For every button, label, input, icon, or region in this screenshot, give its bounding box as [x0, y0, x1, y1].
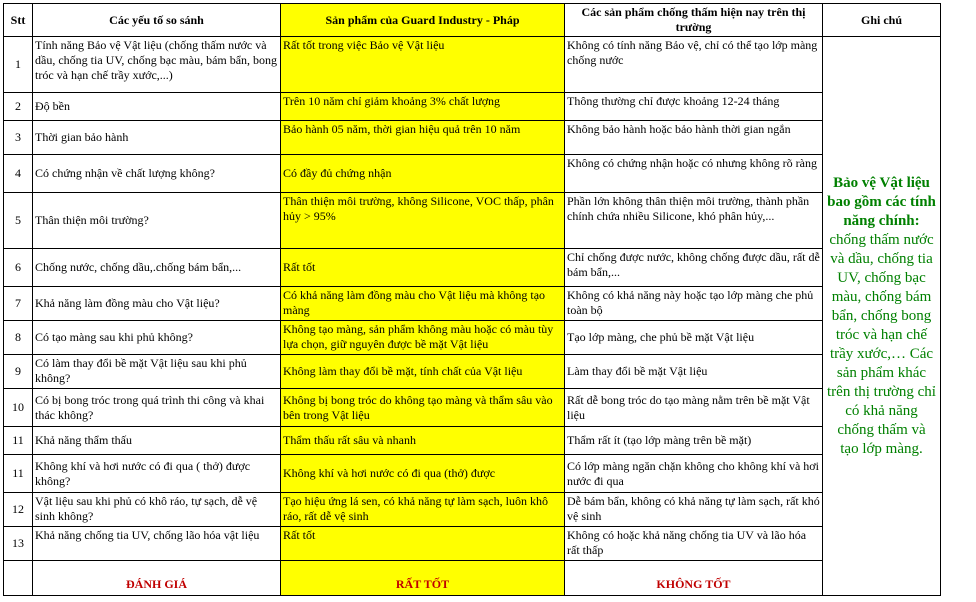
row-criteria: Tính năng Bảo vệ Vật liệu (chống thấm nước và dầu, chống tia UV, chống bạc màu, bám bẩn, bong tróc và hạn chế trầy xước,...) — [33, 37, 281, 93]
table-row — [4, 455, 941, 493]
row-stt: 9 — [4, 355, 33, 389]
footer-row — [4, 561, 941, 596]
row-criteria: Khả năng làm đồng màu cho Vật liệu? — [33, 287, 281, 321]
row-guard: Rất tốt — [281, 527, 565, 561]
footer-market: KHÔNG TỐT — [565, 561, 823, 596]
row-criteria: Có làm thay đổi bề mặt Vật liệu sau khi phủ không? — [33, 355, 281, 389]
row-market: Phần lớn không thân thiện môi trường, thành phần chính chứa nhiều Silicone, khó phân hủy,... — [565, 193, 823, 249]
row-market: Có lớp màng ngăn chặn không cho không khí và hơi nước đi qua — [565, 455, 823, 493]
row-guard: Thân thiện môi trường, không Silicone, VOC thấp, phân hủy > 95% — [281, 193, 565, 249]
header-guard-product: Sản phẩm của Guard Industry - Pháp — [281, 4, 565, 37]
row-market: Thẩm rất ít (tạo lớp màng trên bề mặt) — [565, 427, 823, 455]
footer-criteria: ĐÁNH GIÁ — [33, 561, 281, 596]
row-criteria: Không khí và hơi nước có đi qua ( thở) được không? — [33, 455, 281, 493]
row-market: Không có khả năng này hoặc tạo lớp màng che phủ toàn bộ — [565, 287, 823, 321]
table-row — [4, 287, 941, 321]
row-criteria: Độ bền — [33, 93, 281, 121]
row-market: Không có tính năng Bảo vệ, chỉ có thể tạo lớp màng chống nước — [565, 37, 823, 93]
row-stt: 7 — [4, 287, 33, 321]
table-row — [4, 527, 941, 561]
row-stt: 10 — [4, 389, 33, 427]
row-criteria: Chống nước, chống dầu,.chống bám bẩn,... — [33, 249, 281, 287]
row-guard: Không tạo màng, sản phẩm không màu hoặc có màu tùy lựa chọn, giữ nguyên được bề mặt Vật liệu — [281, 321, 565, 355]
header-stt: Stt — [4, 4, 33, 37]
row-market: Không bảo hành hoặc bảo hành thời gian ngắn — [565, 121, 823, 155]
table-row — [4, 427, 941, 455]
row-stt: 11 — [4, 455, 33, 493]
row-market: Chỉ chống được nước, không chống được dầu, rất dễ bám bẩn,... — [565, 249, 823, 287]
table-row — [4, 155, 941, 193]
row-market: Dễ bám bẩn, không có khả năng tự làm sạch, rất khó vệ sinh — [565, 493, 823, 527]
row-guard: Thẩm thấu rất sâu và nhanh — [281, 427, 565, 455]
row-criteria: Khả năng chống tia UV, chống lão hóa vật liệu — [33, 527, 281, 561]
row-guard: Tạo hiệu ứng lá sen, có khả năng tự làm sạch, luôn khô ráo, rất dễ vệ sinh — [281, 493, 565, 527]
header-note: Ghi chú — [823, 4, 941, 37]
row-criteria: Thân thiện môi trường? — [33, 193, 281, 249]
table-row — [4, 37, 941, 93]
row-stt: 13 — [4, 527, 33, 561]
row-criteria: Thời gian bảo hành — [33, 121, 281, 155]
row-guard: Rất tốt — [281, 249, 565, 287]
row-stt: 3 — [4, 121, 33, 155]
header-criteria: Các yếu tố so sánh — [33, 4, 281, 37]
table-row — [4, 389, 941, 427]
row-guard: Có đầy đủ chứng nhận — [281, 155, 565, 193]
row-stt: 2 — [4, 93, 33, 121]
row-stt: 6 — [4, 249, 33, 287]
footer-stt — [4, 561, 33, 596]
row-market: Thông thường chỉ được khoảng 12-24 tháng — [565, 93, 823, 121]
row-stt: 12 — [4, 493, 33, 527]
row-criteria: Có bị bong tróc trong quá trình thi công và khai thác không? — [33, 389, 281, 427]
row-market: Không có hoặc khả năng chống tia UV và lão hóa rất thấp — [565, 527, 823, 561]
row-guard: Có khả năng làm đồng màu cho Vật liệu mà không tạo màng — [281, 287, 565, 321]
row-criteria: Có chứng nhận về chất lượng không? — [33, 155, 281, 193]
row-stt: 11 — [4, 427, 33, 455]
header-row — [4, 4, 941, 37]
row-guard: Không bị bong tróc do không tạo màng và thẩm sâu vào bên trong Vật liệu — [281, 389, 565, 427]
table-row — [4, 121, 941, 155]
note-cell — [823, 37, 941, 596]
comparison-table — [3, 3, 941, 596]
row-stt: 5 — [4, 193, 33, 249]
table-row — [4, 321, 941, 355]
row-stt: 4 — [4, 155, 33, 193]
row-market: Làm thay đổi bề mặt Vật liệu — [565, 355, 823, 389]
table-row — [4, 93, 941, 121]
table-row — [4, 493, 941, 527]
row-stt: 8 — [4, 321, 33, 355]
row-guard: Trên 10 năm chỉ giảm khoảng 3% chất lượng — [281, 93, 565, 121]
table-row — [4, 355, 941, 389]
row-market: Tạo lớp màng, che phủ bề mặt Vật liệu — [565, 321, 823, 355]
footer-guard: RẤT TỐT — [281, 561, 565, 596]
header-market-products: Các sản phẩm chống thấm hiện nay trên thị trường — [565, 4, 823, 37]
row-criteria: Vật liệu sau khi phủ có khô ráo, tự sạch, dễ vệ sinh không? — [33, 493, 281, 527]
note-text: chống thấm nước và dầu, chống tia UV, chống bạc màu, chống bám bẩn, chống bong tróc và hạn chế trầy xước,… Các sản phẩm khác trên thị trường chỉ có khả năng chống thấm và tạo lớp màng. — [827, 231, 936, 457]
table-row — [4, 193, 941, 249]
comparison-sheet — [3, 3, 941, 596]
row-stt: 1 — [4, 37, 33, 93]
row-guard: Không làm thay đổi bề mặt, tính chất của Vật liệu — [281, 355, 565, 389]
table-row — [4, 249, 941, 287]
note-bold: Bảo vệ Vật liệu bao gồm các tính năng chính: — [827, 174, 936, 229]
row-criteria: Có tạo màng sau khi phủ không? — [33, 321, 281, 355]
row-guard: Bảo hành 05 năm, thời gian hiệu quả trên 10 năm — [281, 121, 565, 155]
row-market: Rất dễ bong tróc do tạo màng nằm trên bề mặt Vật liệu — [565, 389, 823, 427]
row-guard: Không khí và hơi nước có đi qua (thở) được — [281, 455, 565, 493]
row-market: Không có chứng nhận hoặc có nhưng không rõ ràng — [565, 155, 823, 193]
row-criteria: Khả năng thẩm thấu — [33, 427, 281, 455]
row-guard: Rất tốt trong việc Bảo vệ Vật liệu — [281, 37, 565, 93]
